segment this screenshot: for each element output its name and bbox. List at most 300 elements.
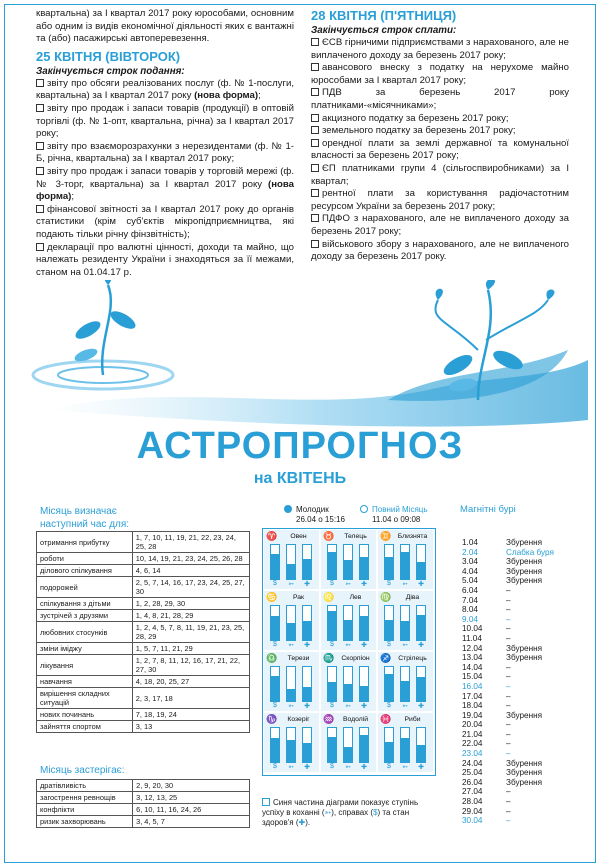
storm-date: 15.04 (462, 672, 483, 682)
storm-status: – (506, 729, 511, 739)
full-moon-icon (360, 505, 368, 513)
zodiac-bar-fill (385, 742, 393, 762)
storm-row (462, 548, 554, 558)
storm-row (462, 787, 554, 797)
love-icon: ➳ (324, 808, 332, 817)
table-row (37, 553, 250, 565)
zodiac-bar-fill (401, 738, 409, 762)
zodiac-bar (327, 727, 337, 763)
storm-status: – (506, 605, 511, 615)
filing-item (36, 204, 294, 242)
filing-item-text: звіту про взаєморозрахунки з нерезидентами (ф. № 1-Б, річна, квартальна) за І квартал 2017 року; (36, 140, 294, 165)
filing-item (36, 141, 294, 166)
money-icon: $ (387, 641, 391, 648)
money-icon: $ (330, 641, 334, 648)
payment-item (311, 62, 569, 87)
storm-status: Збурення (506, 653, 543, 663)
storm-status: – (506, 749, 511, 759)
activity-days: 4, 18, 20, 25, 27 (132, 676, 249, 688)
checkbox-icon[interactable] (36, 205, 44, 213)
storm-status: Збурення (506, 557, 543, 567)
money-icon: $ (387, 702, 391, 709)
money-icon: $ (387, 763, 391, 770)
activity-label: любовних стосунків (37, 622, 133, 643)
table-row (37, 676, 250, 688)
intro-text: квартальна) за І квартал 2017 року юрособами, основним або одним із видів економічної діяльності яких є вантажні та (або) пасажирські автоперевезення. (36, 8, 294, 45)
zodiac-bar-fill (360, 735, 368, 762)
table-row (37, 598, 250, 610)
activity-label: подорожей (37, 577, 133, 598)
zodiac-bar (286, 544, 296, 580)
storm-date: 29.04 (462, 806, 483, 816)
activity-label: отримання прибутку (37, 532, 133, 553)
storm-status: – (506, 585, 511, 595)
zodiac-bar-fill (417, 745, 425, 762)
storm-date: 25.04 (462, 768, 483, 778)
storm-date: 30.04 (462, 816, 483, 826)
zodiac-bar (327, 544, 337, 580)
checkbox-icon[interactable] (311, 114, 319, 122)
storm-status: – (506, 797, 511, 807)
storm-row (462, 759, 554, 769)
storm-date: 14.04 (462, 662, 483, 672)
checkbox-icon[interactable] (311, 214, 319, 222)
new-moon-icon (284, 505, 292, 513)
zodiac-sign-icon: ♌ (323, 592, 335, 602)
new-moon-date: 26.04 о 15:16 (296, 515, 345, 524)
zodiac-bar (270, 544, 280, 580)
zodiac-sign-icon: ♐ (380, 653, 392, 663)
storm-date: 23.04 (462, 749, 483, 759)
storm-status: Слабка буря (506, 547, 554, 557)
zodiac-name: Діва (405, 594, 420, 601)
favorable-title-line2: наступний час для: (40, 519, 130, 530)
storm-date: 24.04 (462, 758, 483, 768)
activity-days: 6, 10, 11, 16, 24, 26 (133, 804, 250, 816)
zodiac-bar (302, 666, 312, 702)
filing-item-text: звіту про обсяги реалізованих послуг (ф. № 1-послуги, квартальна) за І квартал 2017 року (36, 77, 294, 102)
filing-item-text: декларації про валютні цінності, доходи та майно, що належать резиденту України і знаходяться за її межами, станом на 01.04.17 р. (36, 241, 294, 278)
payment-item-text: ПДФО з нарахованого, але не виплаченого доходу за березень 2017 року; (311, 213, 569, 237)
zodiac-bar-fill (287, 564, 295, 579)
storm-row (462, 701, 554, 711)
zodiac-bar (286, 727, 296, 763)
storm-row (462, 557, 554, 567)
zodiac-bar-fill (287, 623, 295, 640)
zodiac-bar-fill (385, 674, 393, 701)
money-icon: $ (330, 580, 334, 587)
zodiac-bar-fill (271, 676, 279, 702)
storm-status: – (506, 662, 511, 672)
activity-label: навчання (37, 676, 133, 688)
zodiac-sign-icon: ♒ (323, 714, 335, 724)
zodiac-bar-fill (360, 616, 368, 640)
love-icon: ➳ (288, 703, 294, 710)
checkbox-icon[interactable] (36, 142, 44, 150)
health-icon: ✚ (304, 764, 310, 771)
storm-row (462, 663, 554, 673)
zodiac-name: Терези (287, 655, 310, 662)
storm-row (462, 739, 554, 749)
new-form-label: (нова форма) (36, 178, 294, 203)
table-row (37, 688, 250, 709)
legend-text-2: ), справах ( (331, 808, 374, 817)
checkbox-icon[interactable] (311, 126, 319, 134)
filing-item-text: звіту про продаж і запаси товарів (продукції) в оптовій торгівлі (ф. № 1-опт, квартальна, річна) за І квартал 2017 року; (36, 102, 294, 140)
health-icon: ✚ (361, 581, 367, 588)
zodiac-bar (302, 544, 312, 580)
storm-row (462, 749, 554, 759)
storm-date: 12.04 (462, 643, 483, 653)
zodiac-bar-fill (328, 737, 336, 763)
zodiac-bar-fill (287, 740, 295, 762)
filing-item (36, 166, 294, 204)
date-heading-25: 25 КВІТНЯ (ВІВТОРОК) (36, 48, 181, 64)
payment-item-text: акцизного податку за березень 2017 року; (322, 112, 509, 124)
love-icon: ➳ (345, 581, 351, 588)
money-icon: $ (387, 580, 391, 587)
zodiac-bar (359, 605, 369, 641)
zodiac-name: Рак (292, 594, 305, 601)
love-icon: ➳ (402, 642, 408, 649)
health-icon: ✚ (304, 581, 310, 588)
storm-status: – (506, 614, 511, 624)
storm-row (462, 605, 554, 615)
zodiac-bar-fill (360, 557, 368, 579)
storm-row (462, 778, 554, 788)
health-icon: ✚ (361, 642, 367, 649)
zodiac-bar (416, 666, 426, 702)
storm-status: Збурення (506, 566, 543, 576)
zodiac-bar (302, 605, 312, 641)
zodiac-bar (327, 605, 337, 641)
activity-label: зустрічей з друзями (37, 610, 133, 622)
health-icon: ✚ (298, 818, 306, 827)
health-icon: ✚ (418, 581, 424, 588)
storm-status: – (506, 701, 511, 711)
table-row (37, 709, 250, 721)
legend-text-3: ) та стан здоров'я ( (262, 808, 410, 827)
activity-label: ризик захворювань (37, 816, 133, 828)
table-row (37, 577, 250, 598)
money-icon: $ (273, 763, 277, 770)
filing-item (36, 78, 294, 103)
zodiac-bar (270, 666, 280, 702)
storm-status: – (506, 816, 511, 826)
favorable-table (36, 531, 250, 733)
zodiac-bar (359, 666, 369, 702)
storm-status: – (506, 595, 511, 605)
storm-row (462, 634, 554, 644)
zodiac-bar-fill (344, 620, 352, 640)
storm-row (462, 672, 554, 682)
storm-row (462, 644, 554, 654)
love-icon: ➳ (345, 764, 351, 771)
astro-title: АСТРОПРОГНОЗ (136, 425, 464, 467)
activity-label: конфлікти (37, 804, 133, 816)
zodiac-bar-fill (328, 552, 336, 579)
storm-date: 8.04 (462, 605, 478, 615)
activity-days: 1, 5, 7, 11, 21, 29 (132, 643, 249, 655)
storm-row (462, 730, 554, 740)
zodiac-bar-fill (303, 559, 311, 579)
date-heading-28: 28 КВІТНЯ (П'ЯТНИЦЯ) (311, 8, 457, 23)
love-icon: ➳ (288, 581, 294, 588)
payment-item (311, 239, 569, 264)
money-icon: $ (273, 580, 277, 587)
payment-item (311, 213, 569, 238)
activity-days: 1, 2, 4, 5, 7, 8, 11, 19, 21, 23, 25, 28, 29 (132, 622, 249, 643)
payment-item (311, 188, 569, 213)
zodiac-name: Телець (344, 533, 367, 540)
storm-row (462, 615, 554, 625)
checkbox-icon[interactable] (36, 104, 44, 112)
full-moon (360, 505, 428, 525)
zodiac-bar (270, 727, 280, 763)
activity-days: 1, 2, 28, 29, 30 (132, 598, 249, 610)
activity-label: спілкування з дітьми (37, 598, 133, 610)
zodiac-sign-icon: ♓ (380, 714, 392, 724)
storm-date: 4.04 (462, 566, 478, 576)
storm-row (462, 567, 554, 577)
storm-status: – (506, 681, 511, 691)
payment-subtitle: Закінчується строк сплати: (311, 25, 457, 36)
zodiac-bar (416, 544, 426, 580)
flower-illustration (8, 280, 592, 440)
activity-days: 2, 3, 17, 18 (132, 688, 249, 709)
zodiac-sign-icon: ♎ (266, 653, 278, 663)
payment-item-text: ЄСВ гірничими підприємствами з нарахованого, але не виплаченого доходу за березень 2017 року; (311, 37, 569, 61)
checkbox-icon[interactable] (311, 38, 319, 46)
checkbox-icon[interactable] (36, 243, 44, 251)
health-icon: ✚ (418, 703, 424, 710)
table-row (37, 565, 250, 577)
zodiac-bar-fill (344, 747, 352, 762)
zodiac-bar (286, 666, 296, 702)
storm-status: – (506, 691, 511, 701)
activity-days: 3, 13 (132, 721, 249, 733)
favorable-title-line1: Місяць визначає (40, 506, 117, 517)
zodiac-bar-fill (303, 743, 311, 762)
activity-days: 2, 5, 7, 14, 16, 17, 23, 24, 25, 27, 30 (132, 577, 249, 598)
activity-label: нових починань (37, 709, 133, 721)
storm-row (462, 797, 554, 807)
zodiac-bar-fill (401, 552, 409, 579)
health-icon: ✚ (418, 642, 424, 649)
activity-label: зайняття спортом (37, 721, 133, 733)
payment-item (311, 87, 569, 112)
storm-row (462, 653, 554, 663)
zodiac-bar (343, 544, 353, 580)
storm-status: Збурення (506, 758, 543, 768)
checkbox-icon[interactable] (311, 164, 319, 172)
zodiac-bar (384, 666, 394, 702)
new-moon (284, 505, 345, 525)
zodiac-name: Овен (290, 533, 307, 540)
storm-date: 22.04 (462, 739, 483, 749)
storm-date: 13.04 (462, 653, 483, 663)
filing-item (36, 242, 294, 280)
storm-date: 21.04 (462, 729, 483, 739)
zodiac-bar (359, 727, 369, 763)
checkbox-icon[interactable] (311, 240, 319, 248)
storm-row (462, 586, 554, 596)
table-row (37, 721, 250, 733)
zodiac-bar-fill (401, 621, 409, 640)
activity-label: вирішення складних ситуацій (37, 688, 133, 709)
health-icon: ✚ (361, 703, 367, 710)
zodiac-bar (343, 666, 353, 702)
activity-days: 4, 6, 14 (132, 565, 249, 577)
new-form-label: (нова форма) (194, 90, 259, 102)
storm-status: Збурення (506, 538, 543, 547)
health-icon: ✚ (304, 642, 310, 649)
zodiac-name: Близнята (397, 533, 428, 540)
table-row (37, 622, 250, 643)
storm-date: 2.04 (462, 547, 478, 557)
checkbox-icon[interactable] (311, 189, 319, 197)
zodiac-bar-fill (328, 682, 336, 701)
legend-text: Синя частина діаграми показує ступінь успіху в коханні ( (262, 798, 419, 817)
table-row (37, 780, 250, 792)
zodiac-bar-fill (360, 686, 368, 701)
zodiac-sign-icon: ♋ (266, 592, 278, 602)
activity-days: 1, 2, 7, 8, 11, 12, 16, 17, 21, 22, 27, 30 (132, 655, 249, 676)
payment-item (311, 113, 569, 126)
love-icon: ➳ (288, 764, 294, 771)
storm-date: 19.04 (462, 710, 483, 720)
activity-days: 1, 7, 10, 11, 19, 21, 22, 23, 24, 25, 28 (132, 532, 249, 553)
health-icon: ✚ (361, 764, 367, 771)
storm-date: 1.04 (462, 538, 478, 547)
storm-status: – (506, 787, 511, 797)
zodiac-name: Лев (349, 594, 362, 601)
table-row (37, 532, 250, 553)
storm-row (462, 816, 554, 826)
storm-date: 18.04 (462, 701, 483, 711)
zodiac-bar (359, 544, 369, 580)
payment-item-text: орендної плати за землі державної та комунальної власності за березень 2017 року; (311, 137, 569, 162)
table-row (37, 816, 250, 828)
storm-row (462, 768, 554, 778)
activity-days: 1, 4, 8, 21, 28, 29 (132, 610, 249, 622)
storm-row (462, 807, 554, 817)
storm-row (462, 538, 554, 548)
table-row (37, 655, 250, 676)
zodiac-grid (262, 528, 436, 776)
storm-date: 9.04 (462, 614, 478, 624)
storm-date: 27.04 (462, 787, 483, 797)
storm-row (462, 711, 554, 721)
zodiac-bar-fill (344, 560, 352, 579)
new-moon-label: Молодик (296, 505, 329, 514)
storm-status: – (506, 672, 511, 682)
storm-status: – (506, 624, 511, 634)
zodiac-bar-fill (303, 687, 311, 701)
activity-days: 7, 18, 19, 24 (132, 709, 249, 721)
zodiac-bar (343, 605, 353, 641)
activity-label: дратівливість (37, 780, 133, 792)
money-icon: $ (273, 702, 277, 709)
zodiac-bar-fill (344, 684, 352, 701)
filing-item-tail: ; (71, 191, 75, 203)
storm-row (462, 624, 554, 634)
warning-title: Місяць застерігає: (40, 765, 125, 776)
zodiac-sign-icon: ♊ (380, 531, 392, 541)
magnetic-list (462, 538, 554, 826)
storm-row (462, 692, 554, 702)
checkbox-icon[interactable] (36, 79, 44, 87)
zodiac-bar-fill (328, 611, 336, 640)
love-icon: ➳ (345, 703, 351, 710)
payment-item-text: ЄП платниками групи 4 (сільгоспвиробниками) за І квартал; (311, 162, 569, 187)
zodiac-name: Водолій (342, 716, 369, 723)
storm-status: Збурення (506, 643, 543, 653)
love-icon: ➳ (288, 642, 294, 649)
zodiac-bar (416, 727, 426, 763)
activity-label: зміни іміджу (37, 643, 133, 655)
table-row (37, 804, 250, 816)
checkbox-icon[interactable] (311, 88, 319, 96)
payment-item-text: військового збору з нарахованого, але не виплаченого доходу за березень 2017 року. (311, 238, 569, 263)
zodiac-bar (384, 544, 394, 580)
storm-status: – (506, 739, 511, 749)
zodiac-bar-fill (385, 620, 393, 640)
payment-item-text: ПДВ за березень 2017 року платниками-«місячниками»; (311, 87, 569, 111)
money-icon: $ (273, 641, 277, 648)
zodiac-bar (384, 727, 394, 763)
left-column (36, 8, 294, 279)
storm-date: 20.04 (462, 720, 483, 730)
filing-item-text: фінансової звітності за І квартал 2017 року до органів статистики (крім суб'єктів мікропідприємництва, які подають тільки річну фінзвітність); (36, 203, 294, 240)
warning-table (36, 779, 250, 828)
payment-item (311, 125, 569, 138)
zodiac-sign-icon: ♉ (323, 531, 335, 541)
zodiac-legend (262, 798, 438, 828)
deadline-subtitle: Закінчується строк подання: (36, 65, 185, 77)
zodiac-sign-icon: ♏ (323, 653, 335, 663)
zodiac-bar-fill (271, 738, 279, 762)
filing-item-tail: ; (258, 90, 261, 102)
zodiac-bar (343, 727, 353, 763)
activity-label: ділового спілкування (37, 565, 133, 577)
storm-date: 26.04 (462, 777, 483, 787)
zodiac-sign-icon: ♍ (380, 592, 392, 602)
storm-status: Збурення (506, 710, 543, 720)
checkbox-icon[interactable] (36, 167, 44, 175)
storm-status: Збурення (506, 777, 543, 787)
money-icon: $ (373, 808, 378, 817)
filing-item-text: звіту про продаж і запаси товарів у торговій мережі (ф. № 3-торг, квартальна) за І квартал 2017 року (36, 165, 294, 190)
checkbox-icon[interactable] (311, 63, 319, 71)
zodiac-bar (400, 727, 410, 763)
magnetic-title: Магнітні бурі (460, 504, 516, 515)
storm-status: – (506, 633, 511, 643)
storm-date: 11.04 (462, 633, 482, 643)
zodiac-bar-fill (417, 562, 425, 579)
storm-date: 5.04 (462, 576, 478, 586)
right-column (311, 8, 569, 264)
filing-item (36, 103, 294, 141)
storm-date: 10.04 (462, 624, 483, 634)
storm-date: 3.04 (462, 557, 478, 567)
zodiac-name: Стрілець (398, 655, 427, 662)
payment-list (311, 37, 569, 264)
checkbox-icon[interactable] (311, 139, 319, 147)
payment-item-text: авансового внеску з податку на нерухоме майно юрособами за І квартал 2017 року; (311, 62, 569, 86)
zodiac-bar (327, 666, 337, 702)
zodiac-bar (400, 605, 410, 641)
